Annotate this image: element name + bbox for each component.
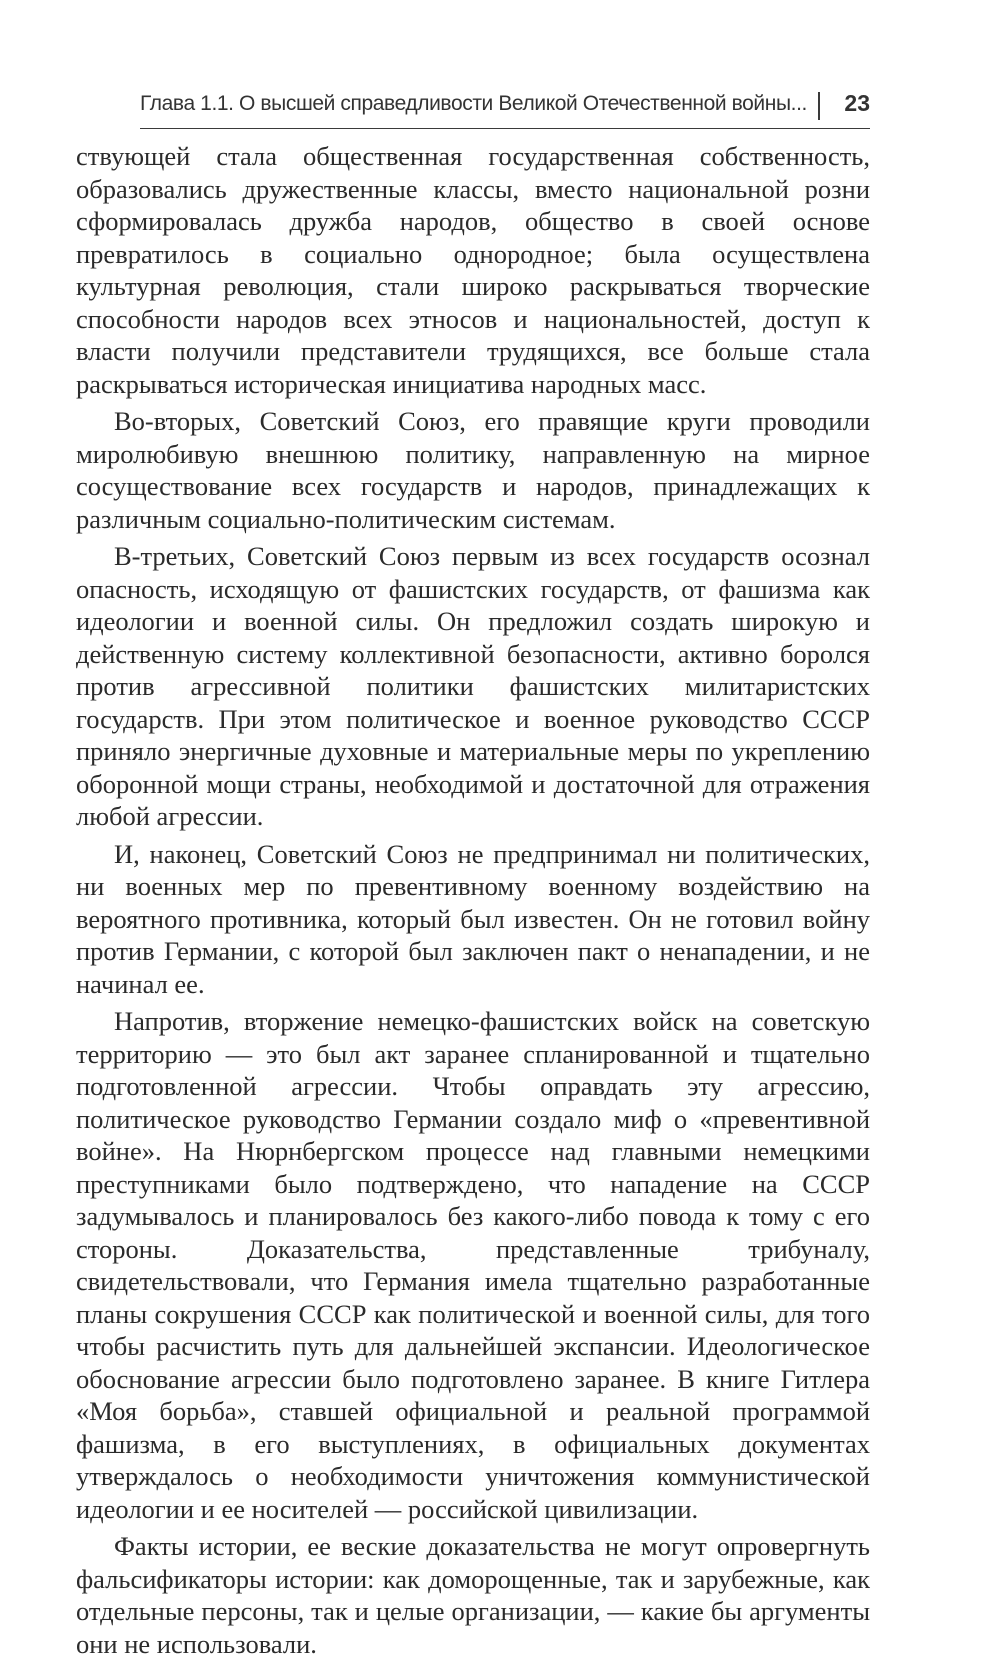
paragraph-continuation: ствующей стала общественная государственная собственность, образовались дружественные классы, вместо национальной розни сформировалась дружба народов, общество в своей основе превратилось в социально однородное; была осуществлена культурная революция, стали широко раскрываться творческие способности народов всех этносов и национальностей, доступ к власти получили представители трудящихся, все больше стала раскрываться историческая инициатива народных масс.: [76, 141, 870, 399]
chapter-title: Глава 1.1. О высшей справедливости Великой Отечественной войны...: [140, 92, 807, 115]
paragraph-second: Во-вторых, Советский Союз, его правящие круги проводили миролюбивую внешнюю политику, направленную на мирное сосуществование всех государств и народов, принадлежащих к различным социально-политическим системам.: [76, 406, 870, 534]
page-number: 23: [844, 90, 870, 116]
paragraph-finally: И, наконец, Советский Союз не предпринимал ни политических, ни военных мер по превентивному военному воздействию на вероятного противника, который был известен. Он не готовил войну против Германии, с которой был заключен пакт о ненападении, и не начинал ее.: [76, 838, 870, 999]
body-text: [76, 140, 870, 1665]
paragraph-facts: Факты истории, ее веские доказательства не могут опровергнуть фальсификаторы истории: как доморощенные, так и зарубежные, как отдельные персоны, так и целые организации, — какие бы аргументы они не использовали.: [76, 1531, 870, 1659]
paragraph-on-the-contrary: Напротив, вторжение немецко-фашистских войск на советскую территорию — это был акт заранее спланированной и тщательно подготовленной агрессии. Чтобы оправдать эту агрессию, политическое руководство Германии создало миф о «превентивной войне». На Нюрнбергском процессе над главными немецкими преступниками было подтверждено, что нападение на СССР задумывалось и планировалось без какого-либо повода к тому с его стороны. Доказательства, представленные трибуналу, свидетельствовали, что Германия имела тщательно разработанные планы сокрушения СССР как политической и военной силы, для того чтобы расчистить путь для дальнейшей экспансии. Идеологическое обоснование агрессии было подготовлено заранее. В книге Гитлера «Моя борьба», ставшей официальной и реальной программой фашизма, в его выступлениях, в официальных документах утверждалось о необходимости уничтожения коммунистической идеологии и ее носителей — российской цивилизации.: [76, 1006, 870, 1524]
header-separator: [818, 92, 820, 120]
running-header: [140, 84, 870, 129]
paragraph-third: В-третьих, Советский Союз первым из всех государств осознал опасность, исходящую от фашистских государств, от фашизма как идеологии и военной силы. Он предложил создать широкую и действенную систему коллективной безопасности, активно боролся против агрессивной политики фашистских милитаристских государств. При этом политическое и военное руководство СССР приняло энергичные духовные и материальные меры по укреплению оборонной мощи страны, необходимой и достаточной для отражения любой агрессии.: [76, 541, 870, 831]
